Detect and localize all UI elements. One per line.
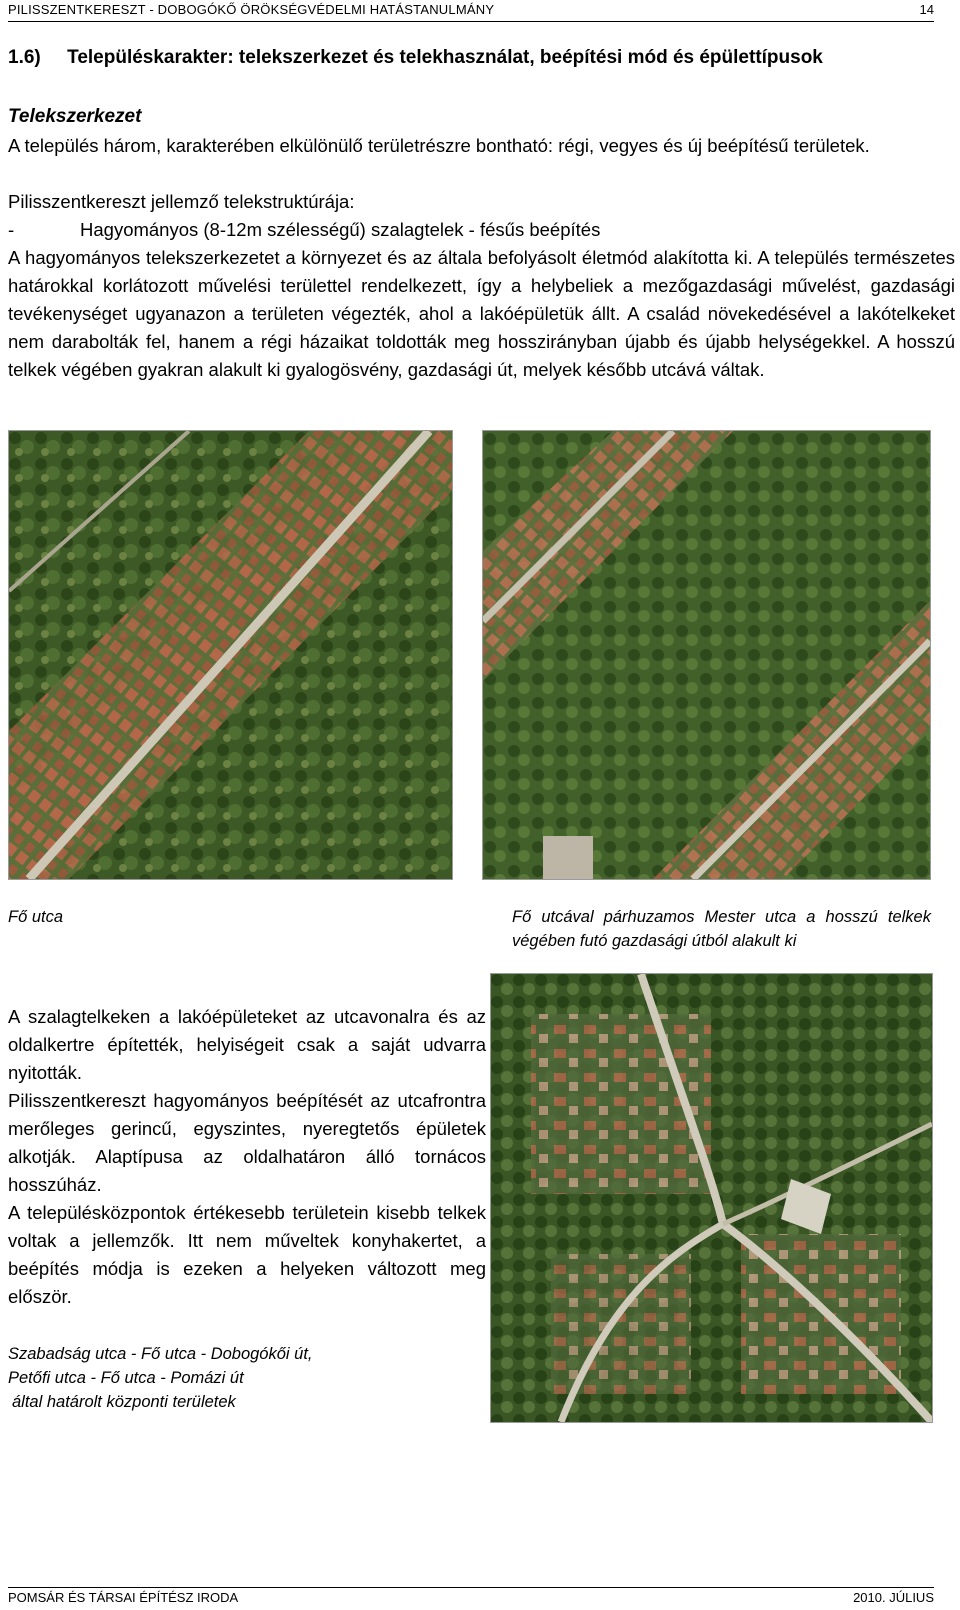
structure-line: Pilisszentkereszt jellemző telekstruktúrája: <box>8 191 355 212</box>
left-column-text <box>8 1003 486 1311</box>
intro-paragraph: A település három, karakterében elkülönülő területrészre bontható: régi, vegyes és új beépítésű területek. <box>8 135 870 156</box>
subsection-heading: Telekszerkezet <box>8 106 142 127</box>
running-header: PILISSZENTKERESZT - DOBOGÓKŐ ÖRÖKSÉGVÉDELMI HATÁSTANULMÁNY <box>8 2 495 17</box>
list-dash: - <box>8 219 15 240</box>
footer-rule <box>8 1587 934 1588</box>
list-item <box>8 216 600 244</box>
footer-date: 2010. JÚLIUS <box>853 1590 934 1605</box>
section-heading: 1.6) Településkarakter: telekszerkezet és telekhasználat, beépítési mód és épülettípusok <box>8 47 823 68</box>
caption-mester-utca: Fő utcával párhuzamos Mester utca a hosszú telkek végében futó gazdasági útból alakult ki <box>512 908 931 950</box>
header-rule <box>8 21 934 22</box>
left-paragraph-3: A településközpontok értékesebb területein kisebb telkek voltak a jellemzők. Itt nem műveltek konyhakertet, a beépítés módja is ezeken a helyeken változott meg először. <box>8 1202 486 1307</box>
footer-office: POMSÁR ÉS TÁRSAI ÉPÍTÉSZ IRODA <box>8 1590 239 1605</box>
caption-central-line-3: által határolt központi területek <box>12 1393 236 1411</box>
aerial-photo-fo-utca <box>8 430 453 880</box>
body-paragraph: A hagyományos telekszerkezetet a környezet és az általa befolyásolt életmód alakította ki. A település természetes határokkal korlátozott művelési területtel rendelkezett, így a helybeliek a mezőgazdasági művelést, gazdasági tevékenységet ugyanazon a területen végezték, ahol a lakóépületük állt. A család növekedésével a lakótelkeket nem darabolták fel, hanem a régi házaikat toldották meg hosszirányban újabb és újabb helységekkel. A hosszú telkek végében gyakran alakult ki gyalogösvény, gazdasági út, melyek később utcává váltak. <box>8 247 955 380</box>
aerial-photo-kozponti-terulet <box>490 973 933 1423</box>
list-item-text: Hagyományos (8-12m szélességű) szalagtelek - fésűs beépítés <box>80 219 601 240</box>
caption-fo-utca: Fő utca <box>8 908 64 926</box>
left-paragraph-2: Pilisszentkereszt hagyományos beépítését az utcafrontra merőleges gerincű, egyszintes, nyeregtetős épületek alkotják. Alaptípusa az oldalhatáron álló tornácos hosszúház. <box>8 1090 486 1195</box>
aerial-photo-mester-utca <box>482 430 931 880</box>
page-number: 14 <box>919 2 934 17</box>
caption-central-line-1: Szabadság utca - Fő utca - Dobogókői út, <box>8 1345 313 1363</box>
caption-central-line-2: Petőfi utca - Fő utca - Pomázi út <box>8 1369 244 1387</box>
left-paragraph-1: A szalagtelkeken a lakóépületeket az utcavonalra és az oldalkertre építették, helyiségeit csak a saját udvarra nyitották. <box>8 1006 486 1083</box>
